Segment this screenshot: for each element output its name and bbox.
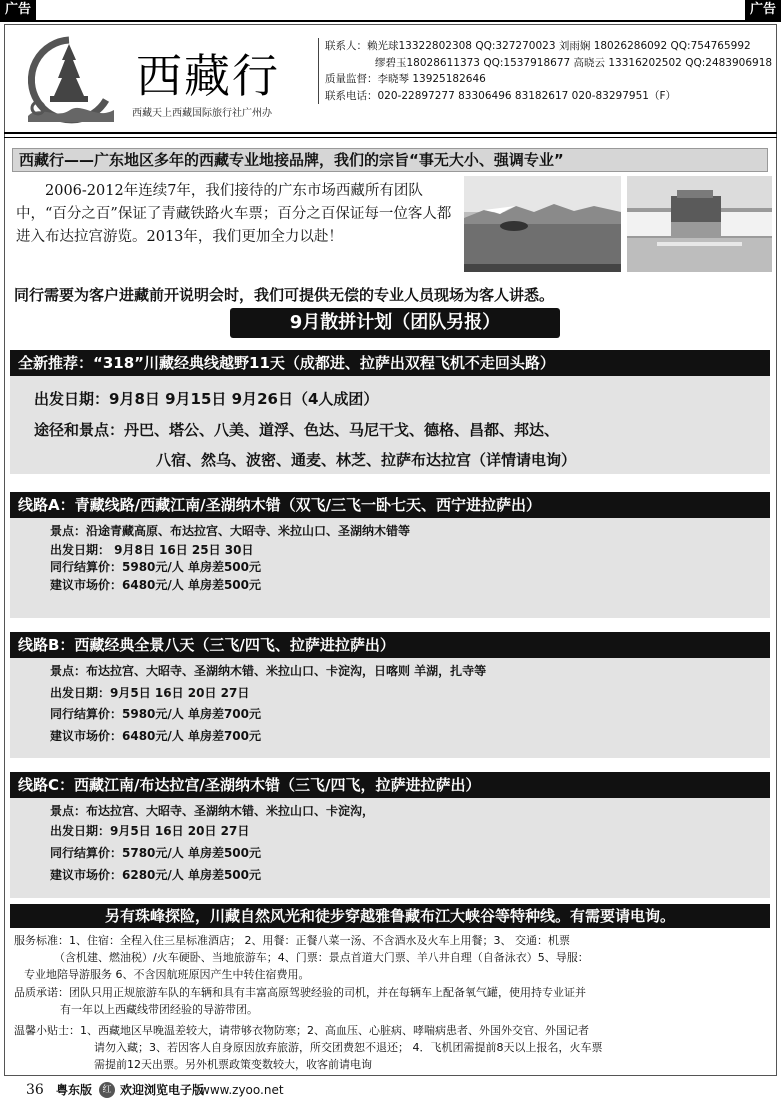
route-a-trade-price: 同行结算价：5980元/人 单房差500元 — [50, 560, 262, 574]
special-routes-bar: 另有珠峰探险，川藏自然风光和徒步穿越雅鲁藏布江大峡谷等特种线。有需要请电询。 — [10, 904, 770, 928]
route-a-dates: 出发日期： 9月8日 16日 25日 30日 — [50, 543, 254, 557]
route-a-title-bar: 线路A：青藏线路/西藏江南/圣湖纳木错（双飞/三飞一卧七天、西宁进拉萨出） — [10, 492, 770, 518]
route-b-market-price: 建议市场价：6480元/人 单房差700元 — [50, 729, 262, 743]
route-c-spots: 景点：布达拉宫、大昭寺、圣湖纳木错、米拉山口、卡淀沟， — [50, 804, 375, 818]
header — [10, 30, 773, 130]
route-a-market-price: 建议市场价：6480元/人 单房差500元 — [50, 578, 262, 592]
route-b-dates: 出发日期：9月5日 16日 20日 27日 — [50, 686, 250, 700]
top-ad-bar — [0, 0, 781, 22]
contact-line-2: 缪碧玉18028611373 QQ:1537918677 高晓云 13316202502 QQ:2483906918 — [375, 56, 773, 69]
route-c-market-price: 建议市场价：6280元/人 单房差500元 — [50, 868, 262, 882]
quality-line-2: 有一年以上西藏线带团经验的导游带团。 — [60, 1003, 258, 1016]
recommend-title-bar: 全新推荐：“318”川藏经典线越野11天（成都进、拉萨出双程飞机不走回头路） — [10, 350, 770, 376]
potala-palace-photo — [627, 176, 772, 272]
tips-line-3: 需提前12天出票。另外机票政策变数较大，收客前请电询 — [94, 1058, 372, 1071]
potala-logo-icon — [10, 30, 128, 126]
lake-photo — [464, 176, 621, 272]
recommend-dates: 出发日期：9月8日 9月15日 9月26日（4人成团） — [34, 390, 379, 408]
service-standard — [14, 932, 774, 983]
magazine-logo-icon: 红 — [99, 1082, 115, 1098]
recommend-spots-1: 途径和景点：丹巴、塔公、八美、道浮、色达、马尼干戈、德格、昌都、邦达、 — [34, 421, 560, 439]
notice-line: 同行需要为客户进藏前开说明会时，我们可提供无偿的专业人员现场为客人讲悉。 — [14, 286, 555, 304]
quality-promise — [14, 984, 774, 1018]
service-line-1: 服务标准：1、住宿：全程入住三星标准酒店； 2、用餐：正餐八菜一汤、不含酒水及火车上用餐；3、 交通：机票 — [14, 934, 570, 947]
header-divider-thin — [4, 137, 777, 138]
contact-info — [318, 38, 778, 104]
route-a-spots: 景点：沿途青藏高原、布达拉宫、大昭寺、米拉山口、圣湖纳木错等 — [50, 524, 411, 538]
service-line-3: 专业地陪导游服务 6、不含因航班原因产生中转住宿费用。 — [24, 968, 310, 981]
route-b-title-bar: 线路B：西藏经典全景八天（三飞/四飞、拉萨进拉萨出） — [10, 632, 770, 658]
contact-line-1: 联系人：赖光球13322802308 QQ:327270023 刘雨娴 18026286092 QQ:754765992 — [325, 40, 751, 52]
contact-line-4: 联系电话：020-22897277 83306496 83182617 020-83297951（F） — [325, 89, 676, 102]
service-line-2: （含机建、燃油税）/火车硬卧、当地旅游车；4、门票：景点首道大门票、羊八井自理（自备泳衣）5、导服： — [54, 951, 589, 964]
page-footer — [0, 1080, 781, 1100]
ad-label-right: 广告 — [745, 0, 781, 20]
recommend-spots-2: 八宿、然乌、波密、通麦、林芝、拉萨布达拉宫（详情请电询） — [156, 451, 577, 469]
header-divider — [4, 132, 777, 134]
brand-subtitle: 西藏天上西藏国际旅行社广州办 — [132, 108, 272, 119]
route-c-dates: 出发日期：9月5日 16日 20日 27日 — [50, 824, 250, 838]
slogan-bar: 西藏行——广东地区多年的西藏专业地接品牌，我们的宗旨“事无大小、强调专业” — [12, 148, 768, 172]
travel-tips — [14, 1022, 774, 1073]
tips-line-1: 温馨小贴士：1、西藏地区早晚温差较大，请带够衣物防寒；2、高血压、心脏病、哮喘病患者、外国外交官、外国记者 — [14, 1024, 589, 1037]
website-link[interactable]: www.zyoo.net — [200, 1083, 284, 1097]
route-b-spots: 景点：布达拉宫、大昭寺、圣湖纳木错、米拉山口、卡淀沟，日喀则 羊湖，扎寺等 — [50, 664, 487, 678]
route-c-title-bar: 线路C：西藏江南/布达拉宫/圣湖纳木错（三飞/四飞，拉萨进拉萨出） — [10, 772, 770, 798]
route-c-trade-price: 同行结算价：5780元/人 单房差500元 — [50, 846, 262, 860]
intro-paragraph: 2006-2012年连续7年，我们接待的广东市场西藏所有团队中，“百分之百”保证了青藏铁路火车票；百分之百保证每一位客人都进入布达拉宫游览。2013年，我们更加全力以赴！ — [16, 183, 452, 245]
page-number: 36 — [26, 1082, 44, 1098]
quality-line-1: 品质承诺：团队只用正规旅游车队的车辆和具有丰富高原驾驶经验的司机，并在每辆车上配备氧气罐，使用持专业证并 — [14, 986, 586, 999]
ad-label-left: 广告 — [0, 0, 36, 20]
welcome-text: 欢迎浏览电子版 — [120, 1083, 205, 1097]
contact-line-3: 质量监督：李晓琴 13925182646 — [325, 73, 486, 85]
route-b-trade-price: 同行结算价：5980元/人 单房差700元 — [50, 707, 262, 721]
edition-label: 粤东版 — [56, 1083, 93, 1097]
brand-name: 西藏行 — [136, 49, 280, 103]
plan-title: 9月散拼计划（团队另报） — [230, 308, 560, 338]
tips-line-2: 请勿入藏；3、若因客人自身原因放弃旅游，所交团费恕不退还； 4．飞机团需提前8天以上报名，火车票 — [94, 1041, 603, 1054]
